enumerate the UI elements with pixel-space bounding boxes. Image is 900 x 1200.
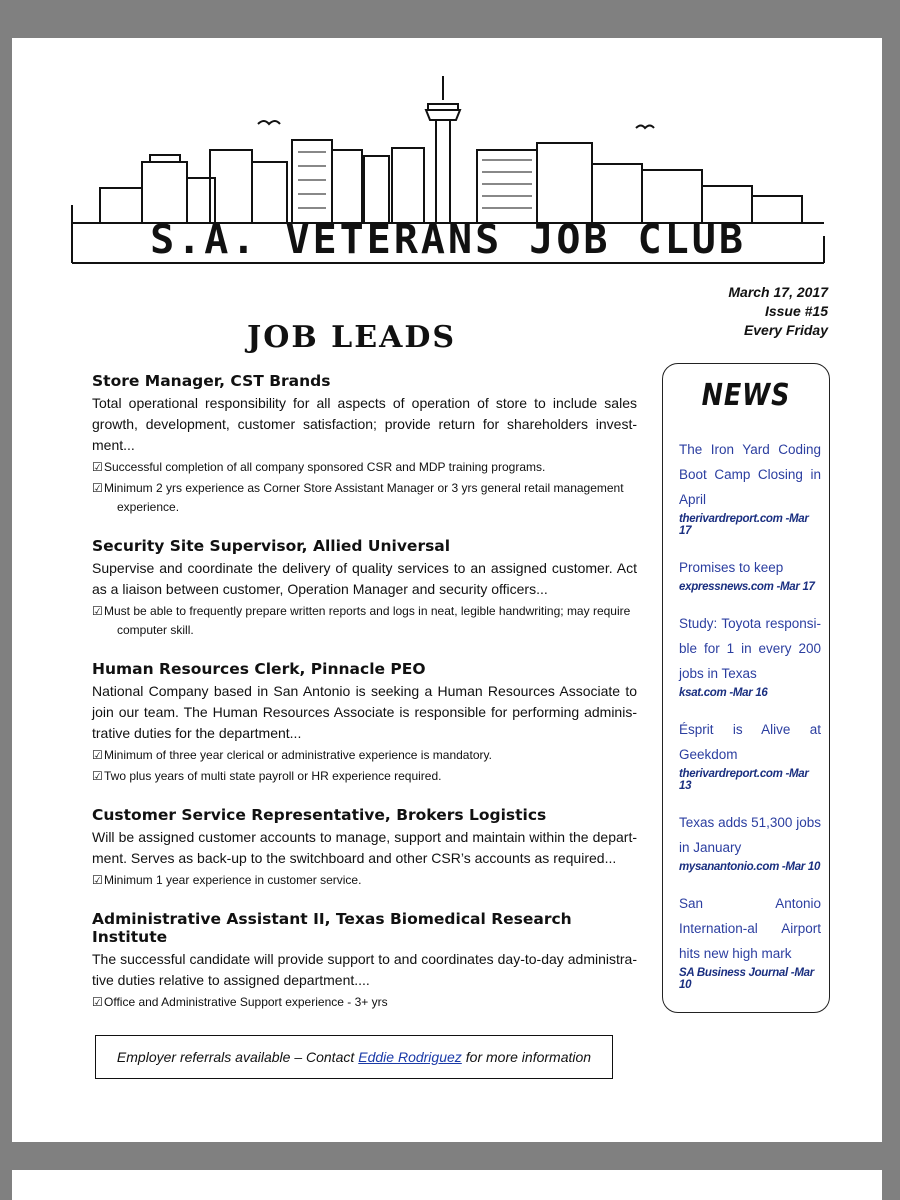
contact-link[interactable]: Eddie Rodriguez [358,1049,462,1065]
news-item[interactable] [679,891,821,991]
job-description: Will be assigned customer accounts to manage, support and maintain within the depart-ment. Serves as back-up to the switchboard and other CSR’s accounts as required... [92,829,637,866]
job-requirement: ☑Two plus years of multi state payroll or HR experience required. [92,767,637,786]
checkbox-icon: ☑ [92,460,103,474]
referral-prefix: Employer referrals available – Contact [116,1049,355,1065]
job-requirement: ☑Office and Administrative Support experience - 3+ yrs [92,993,637,1012]
issue-info [728,283,828,340]
news-item[interactable] [679,611,821,699]
job-description: Supervise and coordinate the delivery of quality services to an assigned customer. Act as a liaison between customer, Operation Manager and security officers... [92,560,637,597]
job-lead [92,806,637,890]
news-item[interactable] [679,717,821,792]
job-requirement: ☑Minimum 1 year experience in customer service. [92,871,637,890]
job-title: Administrative Assistant II, Texas Biomedical Research Institute [92,910,572,946]
job-requirement: ☑Minimum of three year clerical or administrative experience is mandatory. [92,746,637,765]
issue-frequency: Every Friday [743,322,828,338]
bird-icon [636,126,654,129]
news-headline[interactable]: Ésprit is Alive at Geekdom [679,722,821,762]
news-sidebar [662,363,830,1013]
referral-suffix: for more information [465,1049,592,1065]
news-headline[interactable]: Study: Toyota responsi-ble for 1 in every 200 jobs in Texas [679,616,821,681]
job-description: Total operational responsibility for all aspects of operation of store to include sales growth, development, customer satisfaction; provide return for shareholders invest-ment... [92,395,637,453]
job-title: Store Manager, CST Brands [92,372,331,390]
checkbox-icon: ☑ [92,995,103,1009]
job-lead [92,660,637,786]
referral-box [95,1035,613,1079]
news-title: NEWS [701,378,791,413]
issue-date: March 17, 2017 [728,284,828,300]
bird-icon [258,121,280,124]
job-leads-list [92,372,637,1032]
job-requirement: ☑Minimum 2 yrs experience as Corner Store Assistant Manager or 3 yrs general retail management experience. [92,481,624,514]
job-description: The successful candidate will provide support to and coordinates day-to-day administra-tive duties relative to assigned department.... [92,951,637,988]
job-description: National Company based in San Antonio is seeking a Human Resources Associate to join our team. The Human Resources Associate is responsible for performing adminis-trative duties for the department... [92,683,637,741]
news-headline[interactable]: The Iron Yard Coding Boot Camp Closing in April [679,442,821,507]
news-list [663,413,829,991]
news-source: therivardreport.com -Mar 13 [679,768,809,792]
job-title: Human Resources Clerk, Pinnacle PEO [92,660,426,678]
news-item[interactable] [679,555,821,593]
next-page-edge [12,1170,882,1200]
job-lead [92,910,637,1012]
issue-number: Issue #15 [764,303,828,319]
job-lead [92,537,637,640]
news-source: therivardreport.com -Mar 17 [679,513,809,537]
news-source: SA Business Journal -Mar 10 [679,967,814,991]
job-title: Security Site Supervisor, Allied Universal [92,537,451,555]
checkbox-icon: ☑ [92,604,103,618]
news-headline[interactable]: San Antonio Internation-al Airport hits new high mark [679,896,821,961]
checkbox-icon: ☑ [92,873,103,887]
club-title: S.A. VETERANS JOB CLUB [150,217,746,263]
news-source: ksat.com -Mar 16 [679,687,768,699]
news-source: expressnews.com -Mar 17 [679,581,815,593]
news-headline[interactable]: Promises to keep [679,560,784,575]
news-item[interactable] [679,437,821,537]
newsletter-page [12,38,882,1142]
checkbox-icon: ☑ [92,481,103,495]
job-lead [92,372,637,517]
checkbox-icon: ☑ [92,769,103,783]
news-item[interactable] [679,810,821,873]
job-leads-title: JOB LEADS [247,320,457,355]
news-source: mysanantonio.com -Mar 10 [679,861,821,873]
job-requirement: ☑Must be able to frequently prepare written reports and logs in neat, legible handwriting; may require computer skill. [92,604,631,637]
skyline-banner [12,38,882,278]
news-headline[interactable]: Texas adds 51,300 jobs in January [679,815,821,855]
job-title: Customer Service Representative, Brokers Logistics [92,806,547,824]
checkbox-icon: ☑ [92,748,103,762]
job-requirement: ☑Successful completion of all company sponsored CSR and MDP training programs. [92,458,637,477]
